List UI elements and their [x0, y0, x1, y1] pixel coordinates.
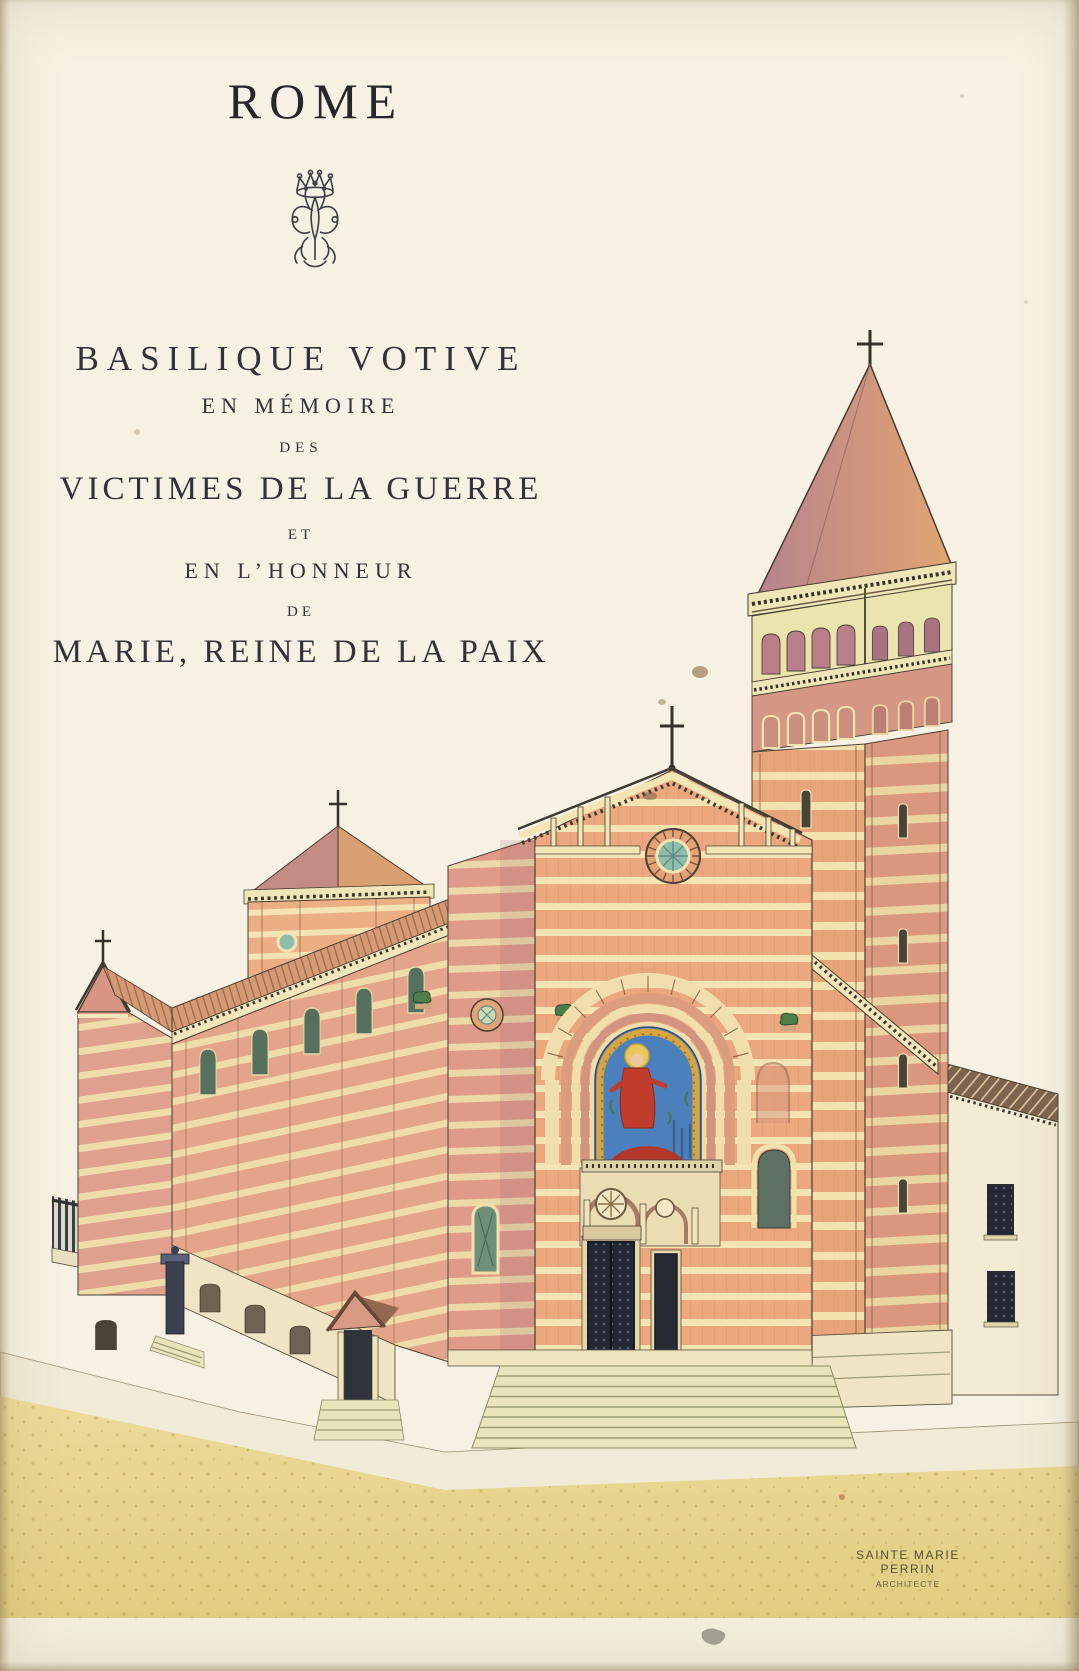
- architect-signature: [828, 1548, 988, 1589]
- title-line-3: DES: [279, 439, 323, 456]
- card-left-edge: [0, 0, 10, 1671]
- house-window: [988, 1272, 1014, 1322]
- side-steps: [314, 1400, 404, 1440]
- crown-fleur-de-lis-icon: [266, 156, 364, 292]
- house-window: [988, 1185, 1013, 1235]
- side-door: [655, 1254, 677, 1363]
- title-line-4: VICTIMES DE LA GUERRE: [59, 470, 543, 507]
- title-line-1: BASILIQUE VOTIVE: [75, 339, 527, 378]
- signature-name: SAINTE MARIE PERRIN: [856, 1548, 960, 1576]
- place-title: ROME: [227, 73, 405, 129]
- cross-finial: [329, 790, 347, 828]
- title-line-5: ET: [287, 527, 315, 544]
- entrance-steps: [472, 1366, 856, 1448]
- oculus-window: [278, 933, 296, 951]
- cross-finial: [660, 706, 684, 770]
- basement-door: [95, 1320, 117, 1350]
- card-bottom-edge: [0, 1661, 1079, 1671]
- title-line-7: DE: [287, 604, 315, 621]
- title-line-2: EN MÉMOIRE: [201, 392, 401, 418]
- tower-pyramid-roof: [757, 364, 952, 596]
- hex-medallion: [656, 1199, 674, 1217]
- title-line-6: EN L’HONNEUR: [184, 557, 418, 583]
- signature-role: ARCHITECTE: [875, 1579, 941, 1589]
- card-right-edge: [1063, 0, 1079, 1671]
- title-line-8: MARIE, REINE DE LA PAIX: [52, 634, 550, 671]
- mosaic-tympanum: [595, 1027, 701, 1165]
- rose-window: [646, 829, 700, 883]
- title-block: [40, 340, 562, 671]
